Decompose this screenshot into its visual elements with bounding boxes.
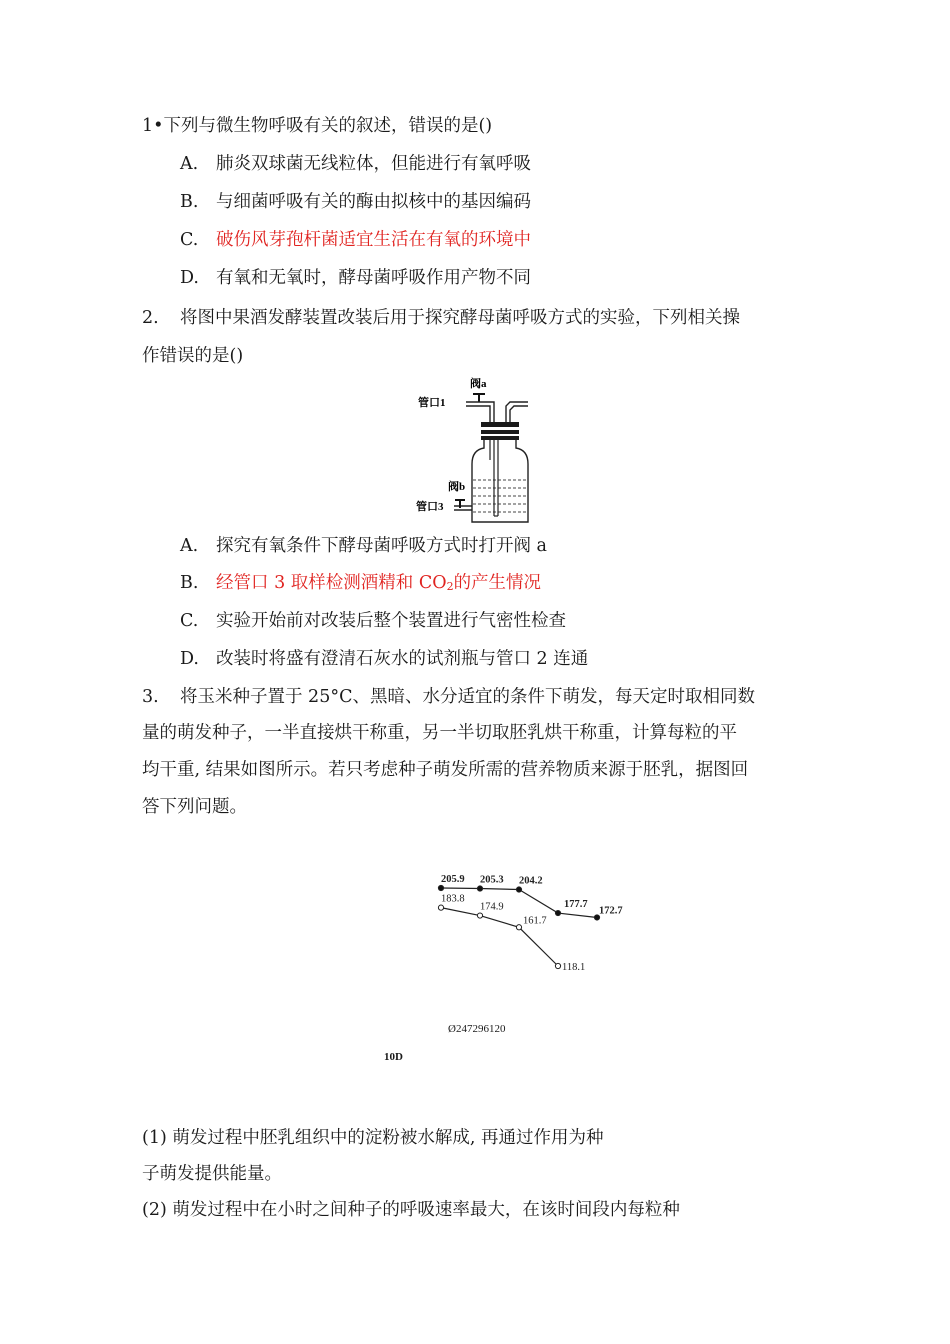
q2-option-d bbox=[180, 647, 588, 671]
q3-sub2-line1: (2) 萌发过程中在小时之间种子的呼吸速率最大，在该时间段内每粒种 bbox=[142, 1200, 680, 1220]
option-letter: C. bbox=[180, 230, 199, 250]
data-label-0-2: 204.2 bbox=[519, 875, 543, 887]
data-point-0-3 bbox=[555, 910, 560, 915]
q1-option-b bbox=[180, 190, 531, 214]
q3-sub1-line2: 子萌发提供能量。 bbox=[142, 1164, 282, 1184]
data-point-0-1 bbox=[477, 886, 482, 891]
q2-option-c bbox=[180, 609, 566, 633]
option-text: 探究有氧条件下酵母菌呼吸方式时打开阀 a bbox=[216, 536, 547, 556]
option-text: 有氧和无氧时，酵母菌呼吸作用产物不同 bbox=[216, 268, 531, 288]
q2-stem-text: 将图中果酒发酵装置改装后用于探究酵母菌呼吸方式的实验，下列相关操 bbox=[180, 308, 740, 328]
data-label-0-3: 177.7 bbox=[564, 899, 588, 911]
pipe-1-label: 管口1 bbox=[418, 397, 446, 409]
q1-option-c bbox=[180, 228, 531, 252]
data-label-1-1: 174.9 bbox=[480, 901, 504, 913]
option-text-subscript: 2 bbox=[446, 580, 454, 593]
q3-stem-text: 将玉米种子置于 25°C、黑暗、水分适宜的条件下萌发，每天定时取相同数 bbox=[180, 687, 755, 707]
q3-stem-line3: 均干重, 结果如图所示。若只考虑种子萌发所需的营养物质来源于胚乳，据图回 bbox=[142, 760, 749, 780]
option-text: 改装时将盛有澄清石灰水的试剂瓶与管口 2 连通 bbox=[216, 649, 589, 669]
data-label-1-0: 183.8 bbox=[441, 893, 465, 905]
valve-a-label: 阀a bbox=[470, 378, 487, 390]
option-text-post: 的产生情况 bbox=[453, 573, 542, 593]
fermentation-apparatus-figure bbox=[410, 372, 560, 527]
q2-option-a bbox=[180, 534, 547, 558]
q1-option-d bbox=[180, 266, 531, 290]
option-letter: D. bbox=[180, 268, 199, 288]
chart-axis-ticks: Ø247296120 bbox=[448, 1023, 506, 1035]
q1-stem: 1•下列与微生物呼吸有关的叙述，错误的是() bbox=[142, 116, 493, 136]
option-letter: A. bbox=[180, 536, 199, 556]
data-point-1-2 bbox=[516, 925, 521, 930]
q2-stem-line2: 作错误的是() bbox=[142, 346, 244, 366]
q3-sub1-line1: (1) 萌发过程中胚乳组织中的淀粉被水解成, 再通过作用为种 bbox=[142, 1128, 604, 1148]
q1-option-a bbox=[180, 152, 531, 176]
option-letter: D. bbox=[180, 649, 199, 669]
q3-stem-line4: 答下列问题。 bbox=[142, 797, 247, 817]
option-text: 实验开始前对改装后整个装置进行气密性检查 bbox=[216, 611, 566, 631]
q2-stem-line1 bbox=[142, 306, 740, 330]
q2-option-b bbox=[180, 571, 541, 599]
data-label-1-2: 161.7 bbox=[523, 915, 547, 927]
data-point-1-3 bbox=[555, 963, 560, 968]
data-point-1-1 bbox=[477, 913, 482, 918]
chart-axis-fragment: 10D bbox=[384, 1051, 403, 1063]
data-point-0-0 bbox=[438, 885, 443, 890]
data-point-1-0 bbox=[438, 905, 443, 910]
data-label-0-0: 205.9 bbox=[441, 874, 465, 885]
valve-b-label: 阀b bbox=[448, 481, 466, 493]
pipe-3-label: 管口3 bbox=[416, 501, 444, 513]
data-label-1-3: 118.1 bbox=[562, 962, 586, 973]
q3-stem-line1 bbox=[142, 685, 755, 709]
option-letter: B. bbox=[180, 192, 199, 212]
data-label-0-4: 172.7 bbox=[599, 905, 623, 917]
data-point-0-2 bbox=[516, 887, 521, 892]
option-text: 与细菌呼吸有关的酶由拟核中的基因编码 bbox=[216, 192, 531, 212]
q3-number: 3. bbox=[142, 687, 159, 707]
option-text: 肺炎双球菌无线粒体，但能进行有氧呼吸 bbox=[216, 154, 531, 174]
option-letter: B. bbox=[180, 573, 199, 593]
q2-number: 2. bbox=[142, 308, 159, 328]
q3-stem-line2: 量的萌发种子，一半直接烘干称重，另一半切取胚乳烘干称重，计算每粒的平 bbox=[142, 723, 737, 743]
dry-weight-chart bbox=[420, 868, 640, 978]
option-text-answer bbox=[216, 573, 541, 593]
option-letter: A. bbox=[180, 154, 199, 174]
option-text-pre: 经管口 3 取样检测酒精和 CO bbox=[216, 573, 447, 593]
option-text-answer: 破伤风芽孢杆菌适宜生活在有氧的环境中 bbox=[216, 230, 531, 250]
option-letter: C. bbox=[180, 611, 199, 631]
data-label-0-1: 205.3 bbox=[480, 874, 504, 886]
